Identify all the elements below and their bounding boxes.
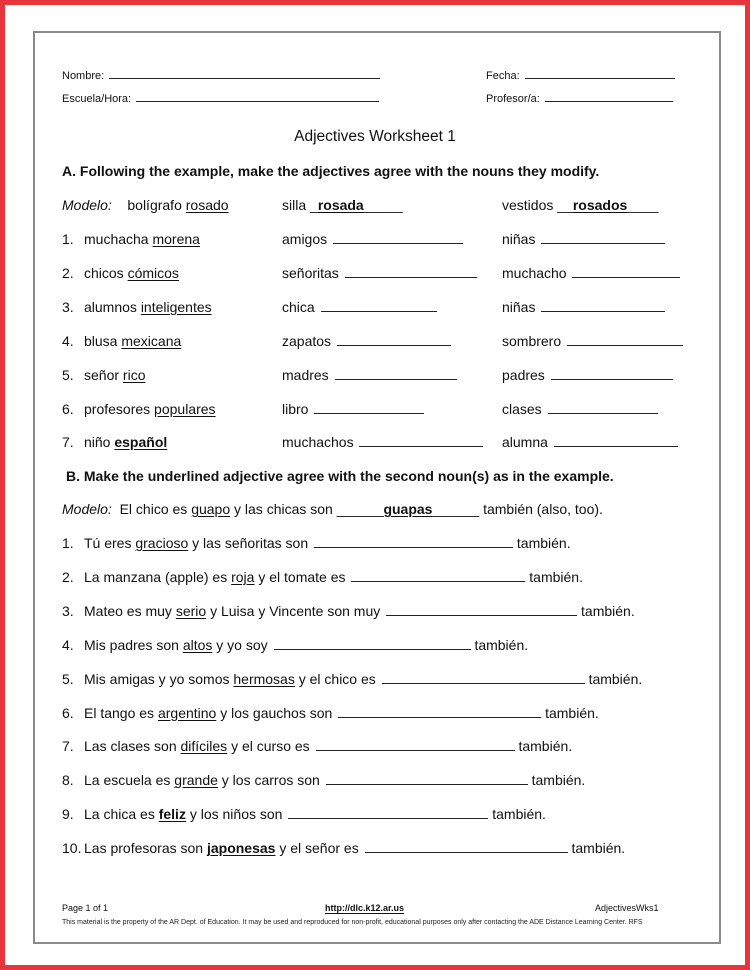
section-b-item [62, 772, 585, 788]
section-a-item [62, 401, 216, 417]
sentence-start: Mateo es muy [84, 602, 172, 619]
answer-blank[interactable] [382, 673, 585, 684]
sentence-end: también. [581, 602, 635, 619]
model-mid-answer: rosada [317, 197, 364, 213]
sentence-start: Tú eres [84, 535, 132, 551]
sentence-middle: y el curso es [231, 738, 310, 755]
sentence-end: también. [516, 535, 571, 551]
sentence-end: también. [492, 806, 546, 823]
sentence-middle: y los niños son [189, 806, 283, 823]
mid-noun: libro [282, 400, 309, 417]
worksheet-page [5, 5, 745, 965]
section-b-item [62, 535, 571, 551]
fecha-blank[interactable] [525, 68, 675, 79]
section-b-item [62, 705, 599, 721]
section-a-item [62, 333, 181, 349]
fecha-field [486, 68, 675, 82]
mid-noun: muchachos [282, 434, 354, 451]
section-a-mid [282, 434, 483, 450]
sentence-end: también. [531, 772, 586, 789]
model-right-answer: rosados [572, 197, 628, 213]
answer-blank[interactable] [337, 335, 451, 346]
model-label: Modelo: [62, 197, 112, 213]
section-a-item [62, 434, 167, 450]
sentence-end: también. [518, 738, 573, 755]
item-number: 7. [62, 738, 74, 755]
answer-blank[interactable] [345, 267, 477, 278]
sentence-start: Las clases son [84, 738, 177, 755]
item-adjective: japonesas [206, 840, 276, 857]
sentence-start: Mis padres son [84, 636, 179, 653]
model-b-adjective: guapo [191, 501, 231, 517]
nombre-label: Nombre: [62, 70, 105, 82]
section-a-right [502, 401, 658, 417]
item-number: 8. [62, 772, 74, 789]
item-adjective: populares [154, 400, 216, 417]
item-number: 6. [62, 704, 74, 721]
answer-blank[interactable] [359, 436, 483, 447]
sentence-middle: y yo soy [216, 636, 268, 653]
right-noun: alumna [502, 434, 548, 451]
item-adjective: roja [231, 568, 255, 585]
sentence-end: también. [545, 704, 599, 721]
item-noun: alumnos [84, 298, 137, 315]
answer-blank[interactable] [548, 403, 658, 414]
right-noun: niñas [502, 298, 536, 315]
sentence-start: Mis amigas y yo somos [84, 670, 230, 687]
item-number: 1. [62, 535, 74, 551]
answer-blank[interactable] [314, 537, 513, 548]
section-a-model-right: vestidos __rosados____ [502, 197, 659, 213]
sentence-middle: y el chico es [298, 670, 376, 687]
section-a-mid [282, 231, 463, 247]
item-adjective: altos [182, 636, 213, 653]
answer-blank[interactable] [288, 808, 488, 819]
section-a-model-mid: silla _rosada_____ [282, 197, 403, 213]
mid-noun: señoritas [282, 264, 339, 281]
worksheet-title: Adjectives Worksheet 1 [294, 128, 456, 145]
footer-url-link[interactable]: http://dlc.k12.ar.us [325, 903, 405, 913]
right-noun: niñas [502, 231, 536, 247]
mid-noun: zapatos [282, 332, 332, 349]
sentence-start: La chica es [84, 806, 155, 823]
item-adjective: rico [122, 366, 146, 383]
answer-blank[interactable] [338, 707, 541, 718]
answer-blank[interactable] [554, 436, 678, 447]
section-b-item [62, 806, 546, 822]
section-a-mid [282, 367, 457, 383]
sentence-start: La manzana (apple) es [84, 568, 228, 585]
item-noun: señor [84, 366, 120, 383]
footer-doc-code: AdjectivesWks1 [595, 903, 659, 913]
section-b-item [62, 738, 572, 754]
sentence-middle: y el tomate es [258, 568, 346, 585]
item-number: 4. [62, 636, 74, 653]
item-adjective: hermosas [233, 670, 295, 687]
item-number: 10. [62, 840, 82, 857]
section-a-mid [282, 401, 424, 417]
profesor-label: Profesor/a: [486, 93, 540, 105]
item-number: 4. [62, 332, 74, 349]
model-noun: bolígrafo [127, 197, 182, 213]
section-b-item [62, 840, 625, 856]
mid-noun: madres [282, 366, 329, 383]
answer-blank[interactable] [321, 301, 437, 312]
section-b-model: Modelo: El chico es guapo y las chicas son ______guapas______ también (also, too). [62, 501, 603, 517]
right-noun: clases [502, 400, 542, 417]
footer-notice: This material is the property of the AR Dept. of Education. It may be used and reproduced for non-profit, educational purposes only after contacting the ADE Distance Learning Center. RFS [62, 919, 643, 926]
section-a-right [502, 265, 680, 281]
mid-noun: amigos [282, 231, 328, 247]
section-a-right [502, 333, 683, 349]
sentence-end: también. [529, 568, 583, 585]
model-b-answer: guapas [383, 501, 433, 517]
answer-blank[interactable] [326, 774, 528, 785]
section-a-mid [282, 265, 477, 281]
item-number: 5. [62, 670, 74, 687]
answer-blank[interactable] [541, 233, 665, 244]
item-noun: blusa [84, 332, 118, 349]
item-adjective: argentino [157, 704, 217, 721]
item-number: 7. [62, 434, 74, 451]
sentence-end: también. [474, 636, 529, 653]
answer-blank[interactable] [333, 233, 463, 244]
right-noun: muchacho [502, 264, 567, 281]
answer-blank[interactable] [314, 403, 424, 414]
item-number: 2. [62, 264, 74, 281]
sentence-start: El tango es [84, 704, 155, 721]
section-a-mid [282, 333, 451, 349]
fecha-label: Fecha: [486, 70, 520, 82]
item-adjective: gracioso [135, 535, 189, 551]
section-b-item [62, 569, 583, 585]
right-noun: padres [502, 366, 545, 383]
model-b-label: Modelo: [62, 501, 112, 517]
model-adjective: rosado [185, 197, 229, 213]
item-adjective: difíciles [180, 738, 228, 755]
section-a-item [62, 367, 145, 383]
item-number: 3. [62, 298, 74, 315]
section-a-mid [282, 299, 437, 315]
section-b-item [62, 637, 528, 653]
section-a-right [502, 367, 673, 383]
item-number: 5. [62, 366, 74, 383]
section-a-right [502, 434, 678, 450]
mid-noun: chica [282, 298, 315, 315]
escuela-label: Escuela/Hora: [62, 93, 132, 105]
item-adjective: mexicana [121, 332, 182, 349]
section-a-right [502, 299, 665, 315]
answer-blank[interactable] [386, 605, 577, 616]
item-noun: niño [84, 434, 111, 451]
answer-blank[interactable] [551, 369, 673, 380]
answer-blank[interactable] [335, 369, 457, 380]
answer-blank[interactable] [365, 842, 568, 853]
item-number: 9. [62, 806, 74, 823]
escuela-field [62, 91, 379, 105]
sentence-middle: y Luisa y Vincente son muy [210, 602, 381, 619]
section-a-heading: A. Following the example, make the adjectives agree with the nouns they modify. [62, 163, 600, 179]
sentence-middle: y los gauchos son [220, 704, 333, 721]
item-adjective: grande [174, 772, 218, 789]
sentence-end: también. [571, 840, 626, 857]
sentence-middle: y las señoritas son [192, 535, 309, 551]
item-number: 6. [62, 400, 74, 417]
sentence-start: La escuela es [84, 772, 171, 789]
sentence-start: Las profesoras son [84, 840, 204, 857]
item-number: 2. [62, 568, 74, 585]
answer-blank[interactable] [567, 335, 683, 346]
nombre-blank[interactable] [109, 68, 380, 79]
section-a-item [62, 299, 212, 315]
profesor-blank[interactable] [545, 91, 673, 102]
item-noun: profesores [84, 400, 151, 417]
section-a-model [62, 197, 229, 213]
section-b-item [62, 603, 635, 619]
footer-page-number: Page 1 of 1 [62, 903, 109, 913]
section-a-right [502, 231, 665, 247]
right-noun: sombrero [502, 332, 562, 349]
answer-blank[interactable] [572, 267, 680, 278]
sentence-middle: y el señor es [279, 840, 359, 857]
item-noun: chicos [84, 264, 124, 281]
answer-blank[interactable] [274, 639, 471, 650]
sentence-middle: y los carros son [221, 772, 320, 789]
item-adjective: inteligentes [140, 298, 212, 315]
sentence-end: también. [588, 670, 643, 687]
section-b-heading: B. Make the underlined adjective agree with the second noun(s) as in the example. [66, 468, 614, 484]
profesor-field [486, 91, 673, 105]
answer-blank[interactable] [316, 740, 515, 751]
answer-blank[interactable] [541, 301, 665, 312]
answer-blank[interactable] [351, 571, 525, 582]
item-adjective: serio [175, 602, 207, 619]
item-number: 3. [62, 602, 74, 619]
item-adjective: cómicos [127, 264, 179, 281]
section-b-item [62, 671, 642, 687]
section-a-item [62, 231, 200, 247]
item-adjective: feliz [158, 806, 186, 823]
item-adjective: morena [152, 231, 200, 247]
nombre-field [62, 68, 380, 82]
item-noun: muchacha [84, 231, 149, 247]
escuela-blank[interactable] [136, 91, 379, 102]
item-number: 1. [62, 231, 74, 247]
section-a-item [62, 265, 179, 281]
item-adjective: español [114, 434, 168, 451]
